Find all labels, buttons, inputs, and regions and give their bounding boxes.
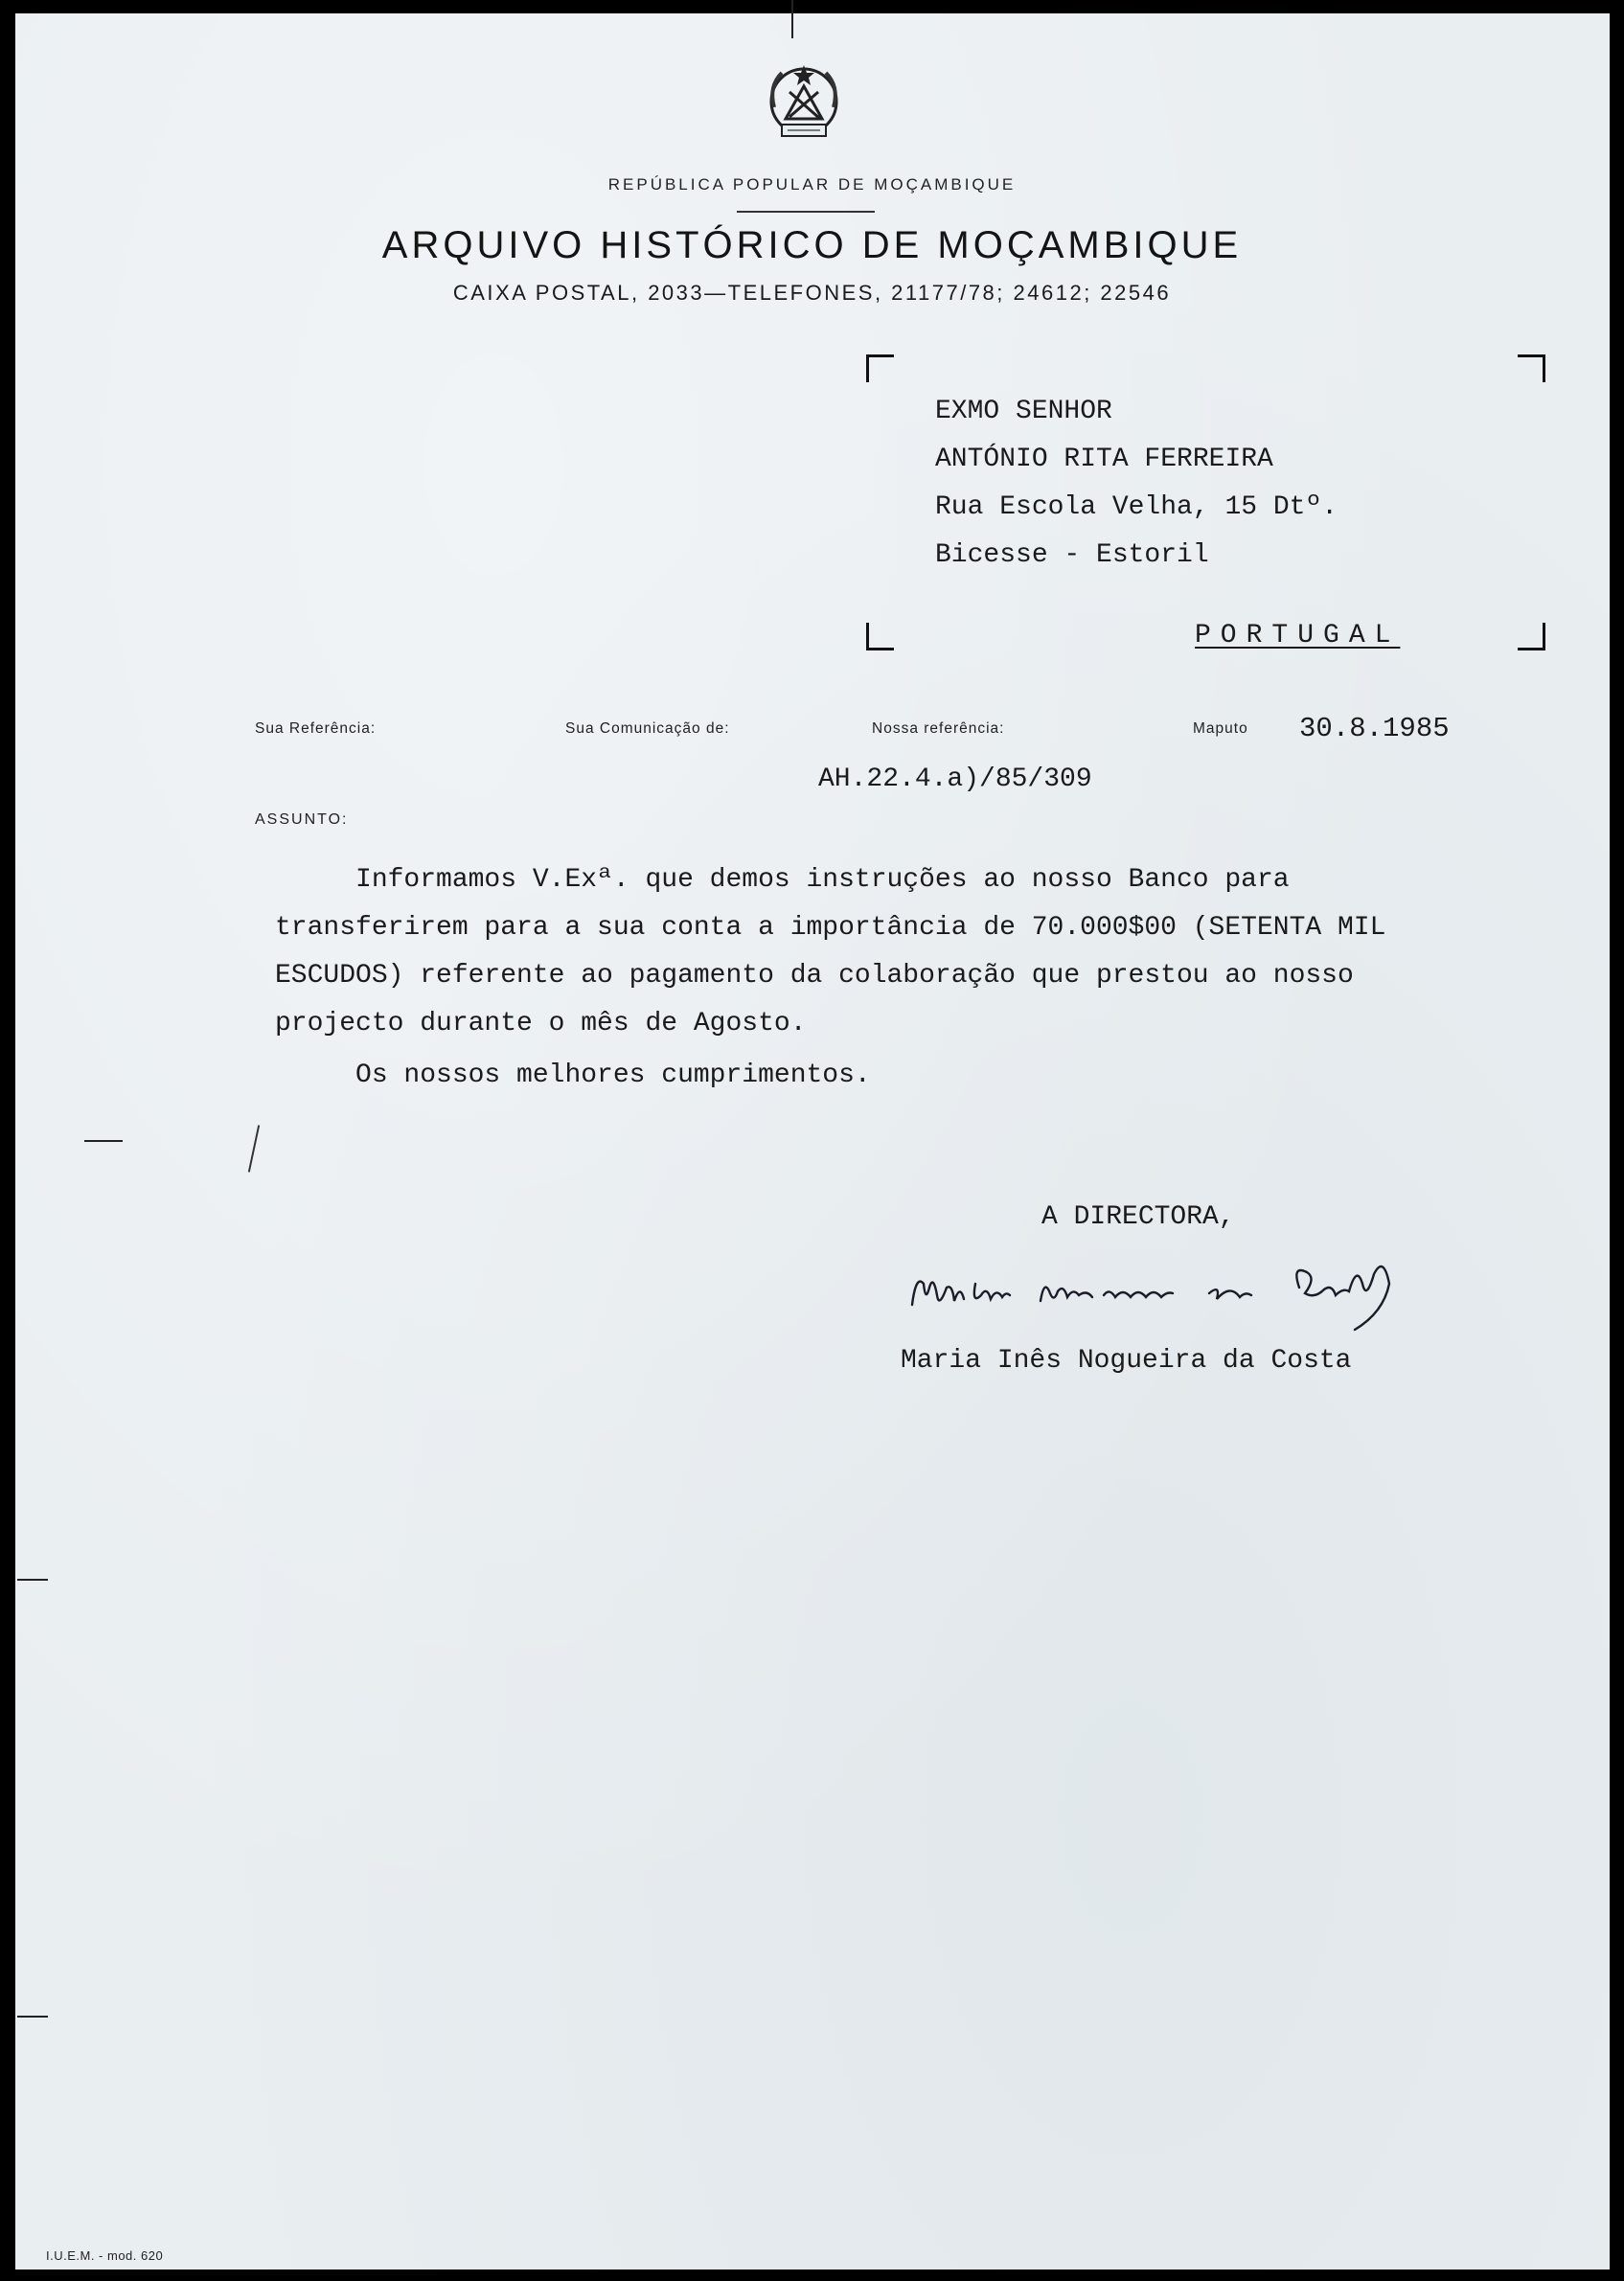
address-corner-top-right (1518, 354, 1545, 382)
signer-name: Maria Inês Nogueira da Costa (901, 1346, 1352, 1376)
emblem-icon (761, 57, 847, 153)
form-code: I.U.E.M. - mod. 620 (46, 2248, 164, 2263)
nossa-referencia-label: Nossa referência: (872, 720, 1005, 737)
body-line: transferirem para a sua conta a importância de 70.000$00 (SETENTA MIL (275, 913, 1386, 943)
margin-mark (17, 2016, 48, 2018)
body-line: Informamos V.Exª. que demos instruções ao nosso Banco para (275, 865, 1290, 895)
subject-label: ASSUNTO: (255, 811, 349, 828)
republic-heading: REPÚBLICA POPULAR DE MOÇAMBIQUE (607, 175, 1017, 194)
body-line: ESCUDOS) referente ao pagamento da colaboração que prestou ao nosso (275, 961, 1354, 991)
address-corner-bottom-left (866, 623, 894, 650)
closing-title: A DIRECTORA, (1041, 1202, 1235, 1232)
handwritten-signature (904, 1245, 1422, 1336)
address-corner-bottom-right (1518, 623, 1545, 650)
body-line: Os nossos melhores cumprimentos. (275, 1061, 871, 1090)
recipient-line: Bicesse - Estoril (935, 540, 1209, 570)
organization-title: ARQUIVO HISTÓRICO DE MOÇAMBIQUE (381, 224, 1243, 266)
address-corner-top-left (866, 354, 894, 382)
margin-mark (84, 1140, 123, 1142)
fold-mark (791, 0, 793, 38)
place-label: Maputo (1193, 720, 1248, 737)
recipient-line: ANTÓNIO RITA FERREIRA (935, 445, 1273, 474)
sua-comunicacao-label: Sua Comunicação de: (565, 720, 730, 737)
letter-date: 30.8.1985 (1299, 713, 1450, 744)
body-line: projecto durante o mês de Agosto. (275, 1009, 807, 1038)
recipient-country: PORTUGAL (1195, 621, 1401, 650)
recipient-line: EXMO SENHOR (935, 397, 1112, 426)
contact-line: CAIXA POSTAL, 2033—TELEFONES, 21177/78; 24612; 22546 (452, 281, 1172, 305)
recipient-line: Rua Escola Velha, 15 Dtº. (935, 492, 1338, 522)
sua-referencia-label: Sua Referência: (255, 720, 377, 737)
our-reference: AH.22.4.a)/85/309 (818, 764, 1092, 794)
header-rule (737, 211, 875, 213)
margin-mark (17, 1579, 48, 1581)
